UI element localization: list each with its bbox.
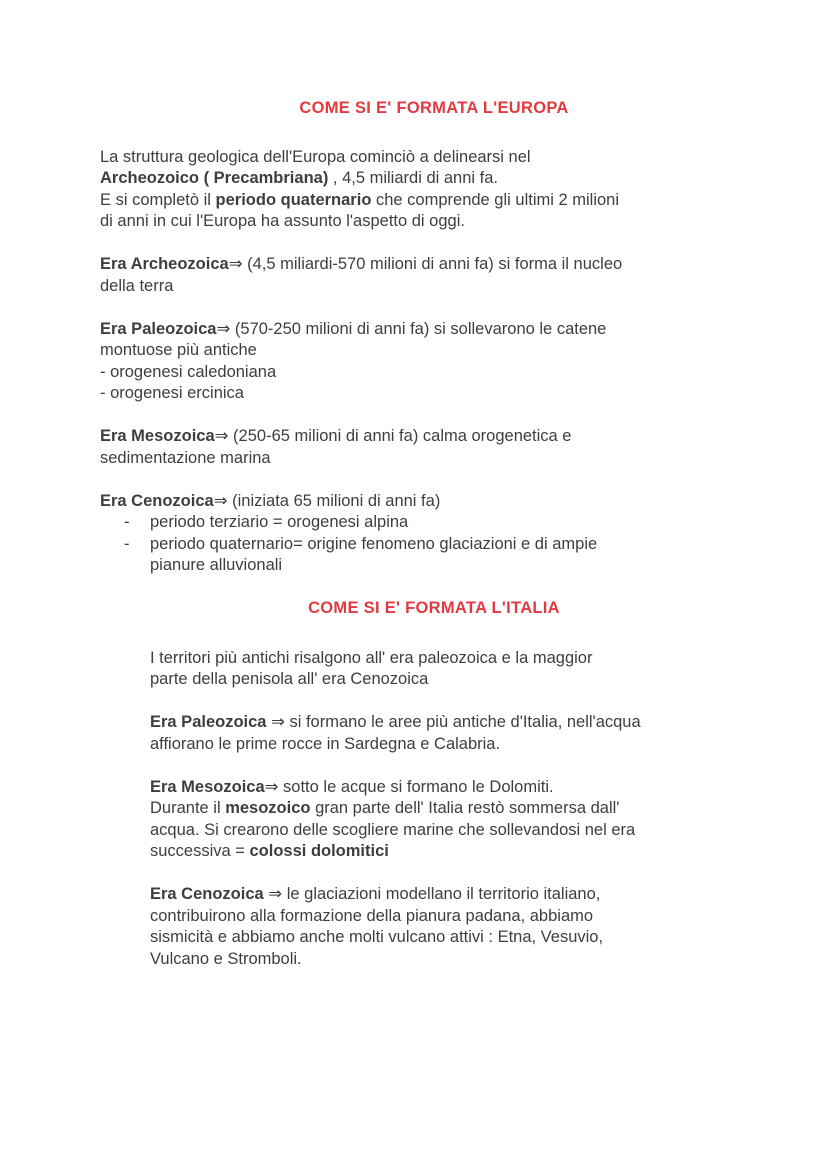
italy-era-mesozoica-paragraph: Era Mesozoica⇒ sotto le acque si formano le Dolomiti. Durante il mesozoico gran parte dell' Italia restò sommersa dall' acqua. Si crearono delle scogliere marine che sollevandosi nel era successiva = colossi dolomitici xyxy=(150,777,636,860)
list-item-text: periodo terziario = orogenesi alpina xyxy=(150,513,409,531)
italy-title: COME SI E' FORMATA L'ITALIA xyxy=(308,599,560,617)
list-dash-marker: - xyxy=(124,534,130,553)
europe-title: COME SI E' FORMATA L'EUROPA xyxy=(299,99,569,117)
cenozoica-period-list xyxy=(100,512,768,577)
italy-era-cenozoica-paragraph: Era Cenozoica ⇒ le glaciazioni modellano il territorio italiano, contribuirono alla formazione della pianura padana, abbiamo sismicità e abbiamo anche molti vulcano attivi : Etna, Vesuvio, Vulcano e Stromboli. xyxy=(150,885,604,968)
europe-intro-paragraph: La struttura geologica dell'Europa cominciò a delinearsi nel Archeozoico ( Precambriana) , 4,5 miliardi di anni fa. E si completò il periodo quaternario che comprende gli ultimi 2 milioni di anni in cui l'Europa ha assunto l'aspetto di oggi. xyxy=(100,147,620,230)
europe-era-cenozoica-paragraph: Era Cenozoica⇒ (iniziata 65 milioni di anni fa) xyxy=(100,491,441,510)
list-item-text: periodo quaternario= origine fenomeno glaciazioni e di ampie pianure alluvionali xyxy=(150,534,598,574)
list-dash-marker: - xyxy=(124,513,130,531)
section-italy xyxy=(150,598,768,970)
europe-era-mesozoica-paragraph: Era Mesozoica⇒ (250-65 milioni di anni fa) calma orogenetica e sedimentazione marina xyxy=(100,427,572,467)
italy-intro-paragraph: I territori più antichi risalgono all' era paleozoica e la maggior parte della penisola all' era Cenozoica xyxy=(150,648,593,688)
europe-era-paleozoica-paragraph: Era Paleozoica⇒ (570-250 milioni di anni fa) si sollevarono le catene montuose più antiche - orogenesi caledoniana - orogenesi ercinica xyxy=(100,319,607,402)
list-item xyxy=(100,512,768,534)
list-item xyxy=(100,534,768,577)
italy-era-paleozoica-paragraph: Era Paleozoica ⇒ si formano le aree più antiche d'Italia, nell'acqua affiorano le prime rocce in Sardegna e Calabria. xyxy=(150,713,641,753)
section-europe xyxy=(100,98,768,577)
europe-era-archeozoica-paragraph: Era Archeozoica⇒ (4,5 miliardi-570 milioni di anni fa) si forma il nucleo della terra xyxy=(100,255,623,295)
